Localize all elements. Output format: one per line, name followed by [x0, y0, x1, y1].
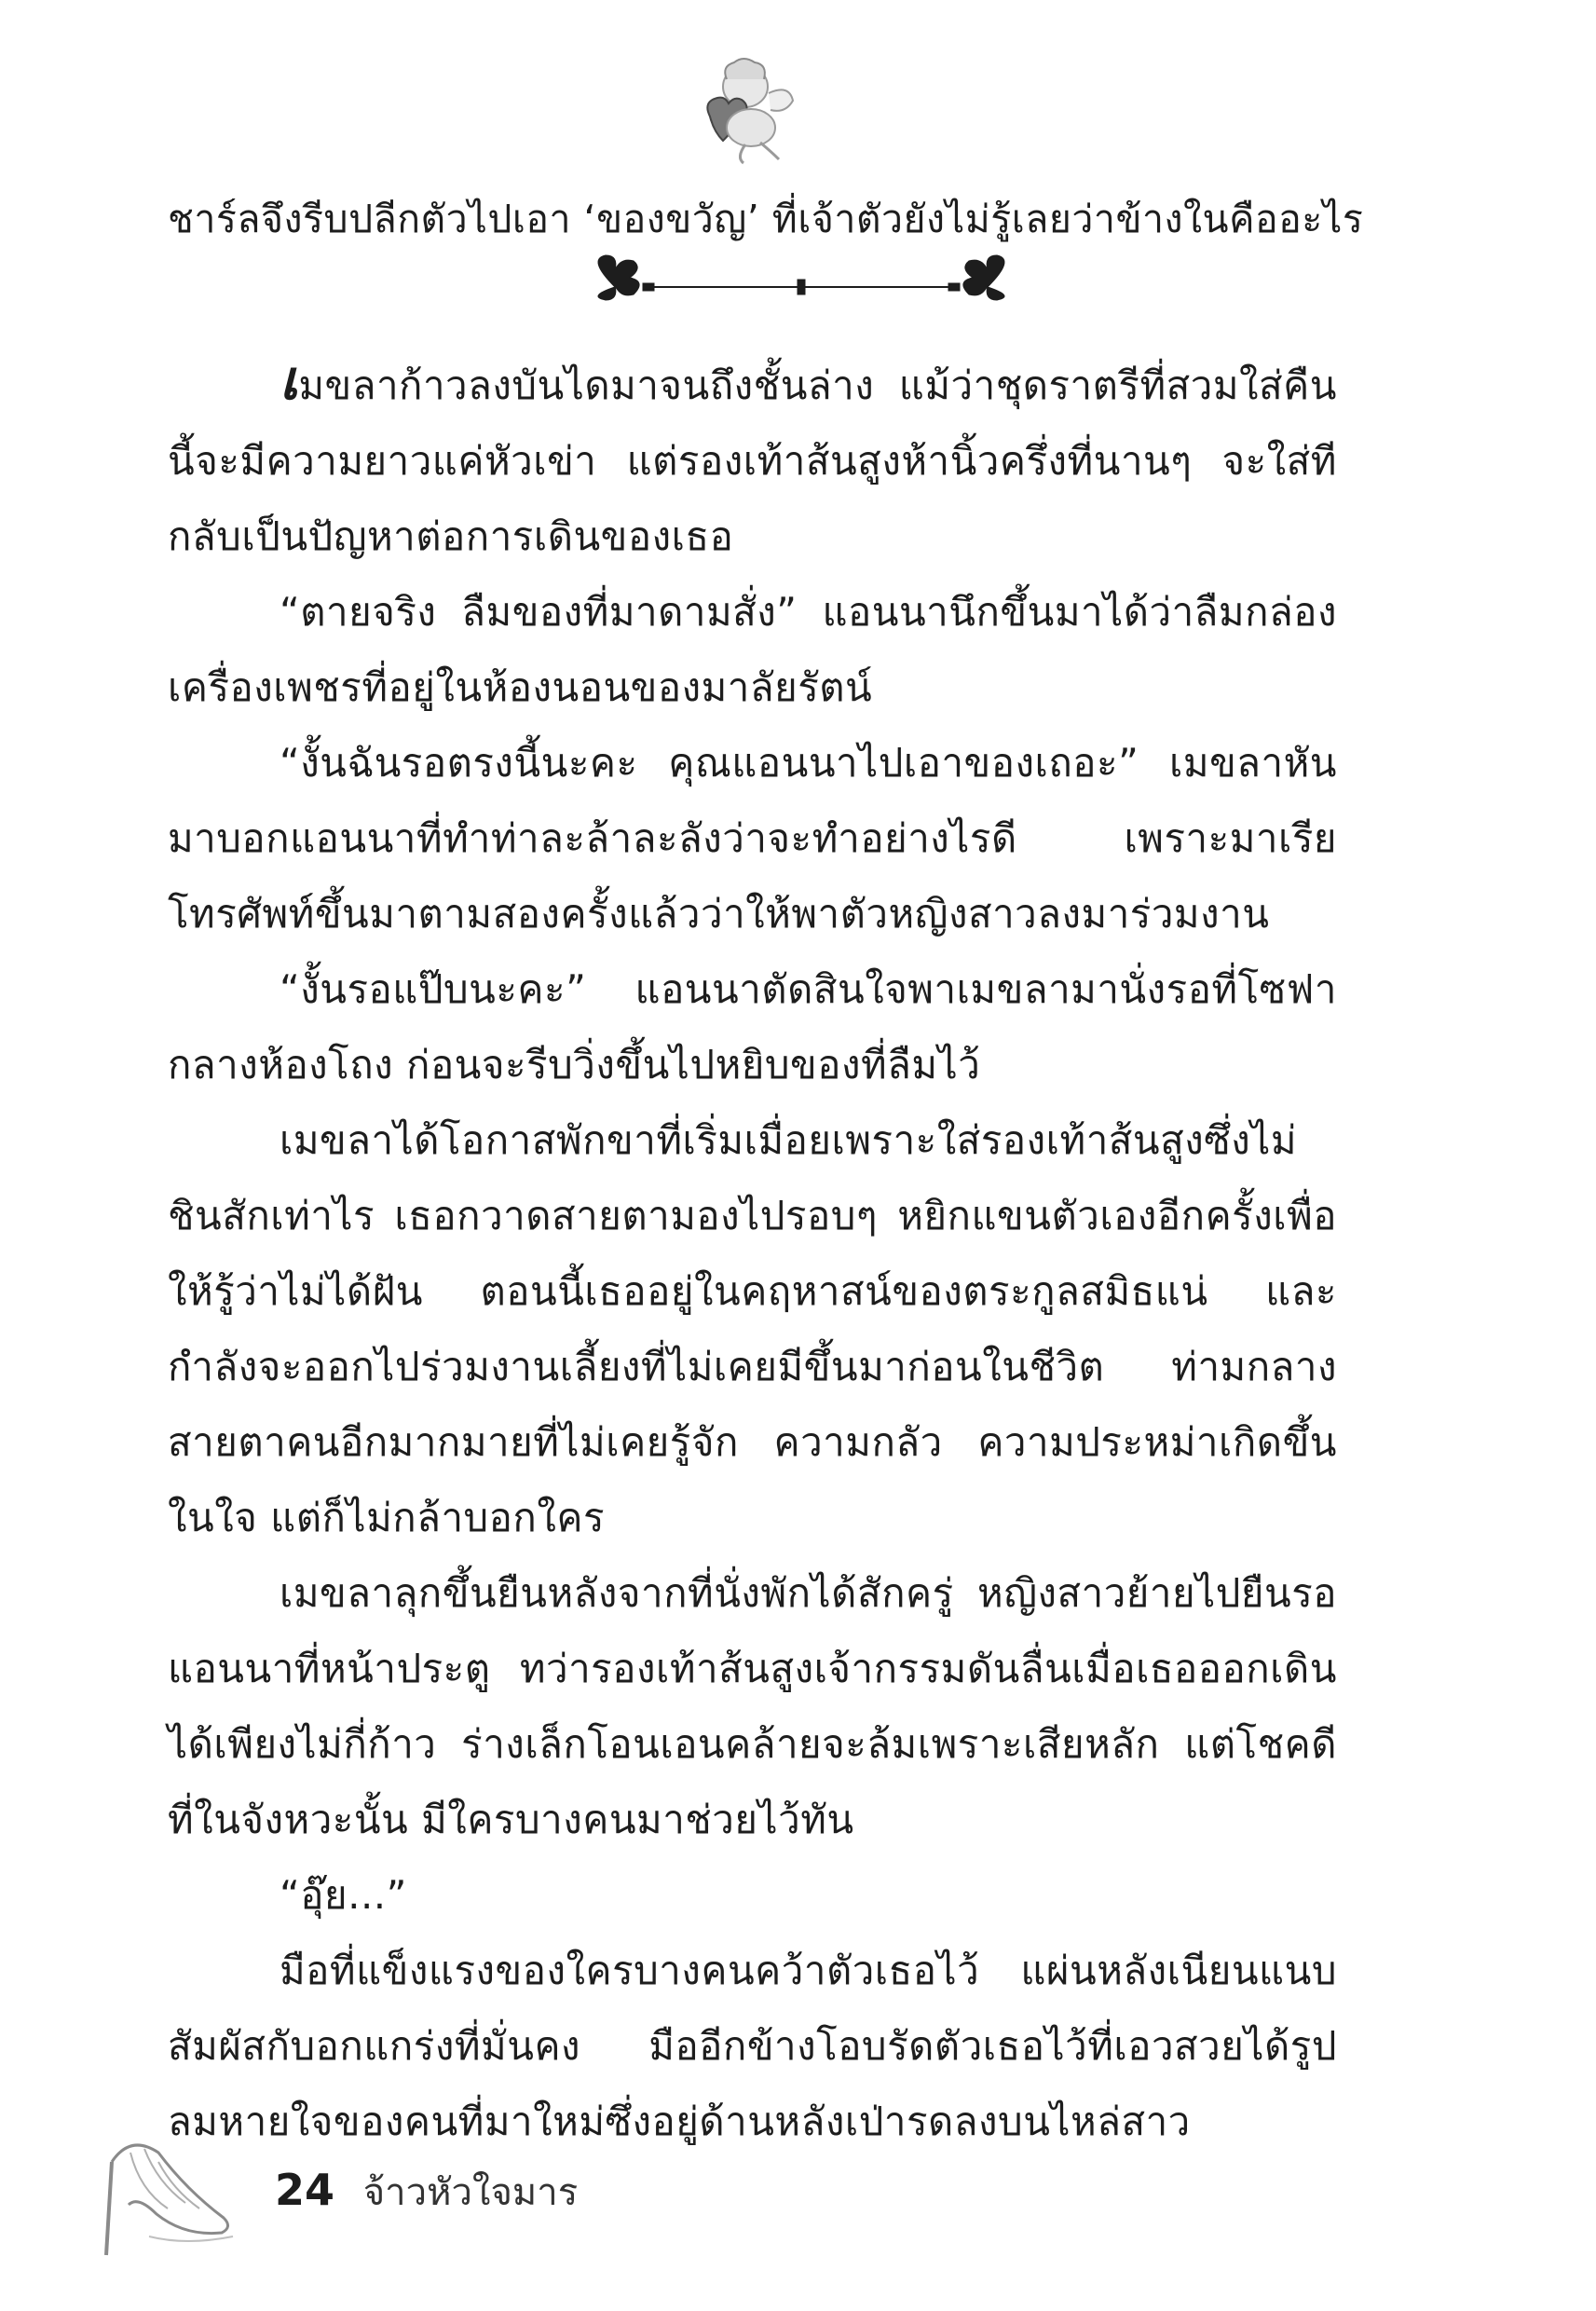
paragraph-6: เมขลาลุกขึ้นยืนหลังจากที่นั่งพักได้สักครู่ หญิงสาวย้ายไปยืนรอแอนนาที่หน้าประตู ทว่ารองเท้าส้นสูงเจ้ากรรมดันลื่นเมื่อเธอออกเดินได้เพียงไม่กี่ก้าว ร่างเล็กโอนเอนคล้ายจะล้มเพราะเสียหลัก แต่โชคดีที่ในจังหวะนั้น มีใครบางคนมาช่วยไว้ทัน — [168, 1570, 1337, 1842]
page-footer — [275, 2162, 578, 2222]
chapter-body — [168, 343, 1337, 2159]
page-number: 24 — [275, 2165, 335, 2215]
lead-line: ชาร์ลจึงรีบปลีกตัวไปเอา ‘ของขวัญ’ ที่เจ้าตัวยังไม่รู้เลยว่าข้างในคืออะไร — [168, 197, 1364, 241]
drop-cap: เ — [280, 349, 299, 412]
high-heel-shoe-illustration — [93, 2125, 242, 2264]
paragraph-3: “งั้นฉันรอตรงนี้นะคะ คุณแอนนาไปเอาของเถอะ” เมขลาหันมาบอกแอนนาที่ทำท่าละล้าละลังว่าจะทำอย่างไรดี เพราะมาเรียโทรศัพท์ขึ้นมาตามสองครั้งแล้วว่าให้พาตัวหญิงสาวลงมาร่วมงาน — [168, 740, 1337, 937]
divider-ornament — [578, 250, 1025, 324]
paragraph-8: มือที่แข็งแรงของใครบางคนคว้าตัวเธอไว้ แผ่นหลังเนียนแนบสัมผัสกับอกแกร่งที่มั่นคง มืออีกข้างโอบรัดตัวเธอไว้ที่เอวสวยได้รูป ลมหายใจของคนที่มาใหม่ซึ่งอยู่ด้านหลังเป่ารดลงบนไหล่สาว — [168, 1948, 1337, 2144]
paragraph-4: “งั้นรอแป๊บนะคะ” แอนนาตัดสินใจพาเมขลามานั่งรอที่โซฟากลางห้องโถง ก่อนจะรีบวิ่งขึ้นไปหยิบของที่ลืมไว้ — [168, 966, 1337, 1087]
cherub-heart-illustration — [689, 51, 797, 168]
paragraph-7: “อุ๊ย...” — [280, 1872, 407, 1918]
paragraph-1: เมขลาก้าวลงบันไดมาจนถึงชั้นล่าง แม้ว่าชุดราตรีที่สวมใส่คืนนี้จะมีความยาวแค่หัวเข่า แต่รองเท้าส้นสูงห้านิ้วครึ่งที่นานๆ จะใส่ทีกลับเป็นปัญหาต่อการเดินของเธอ — [168, 349, 1337, 559]
book-title: จ้าวหัวใจมาร — [362, 2171, 579, 2214]
paragraph-5: เมขลาได้โอกาสพักขาที่เริ่มเมื่อยเพราะใส่รองเท้าส้นสูงซึ่งไม่ชินสักเท่าไร เธอกวาดสายตามองไปรอบๆ หยิกแขนตัวเองอีกครั้งเพื่อให้รู้ว่าไม่ได้ฝัน ตอนนี้เธออยู่ในคฤหาสน์ของตระกูลสมิธแน่ และกำลังจะออกไปร่วมงานเลี้ยงที่ไม่เคยมีขึ้นมาก่อนในชีวิต ท่ามกลางสายตาคนอีกมากมายที่ไม่เคยรู้จัก ความกลัว ความประหม่าเกิดขึ้นในใจ แต่ก็ไม่กล้าบอกใคร — [168, 1117, 1337, 1540]
paragraph-2: “ตายจริง ลืมของที่มาดามสั่ง” แอนนานึกขึ้นมาได้ว่าลืมกล่องเครื่องเพชรที่อยู่ในห้องนอนของมาลัยรัตน์ — [168, 589, 1337, 710]
